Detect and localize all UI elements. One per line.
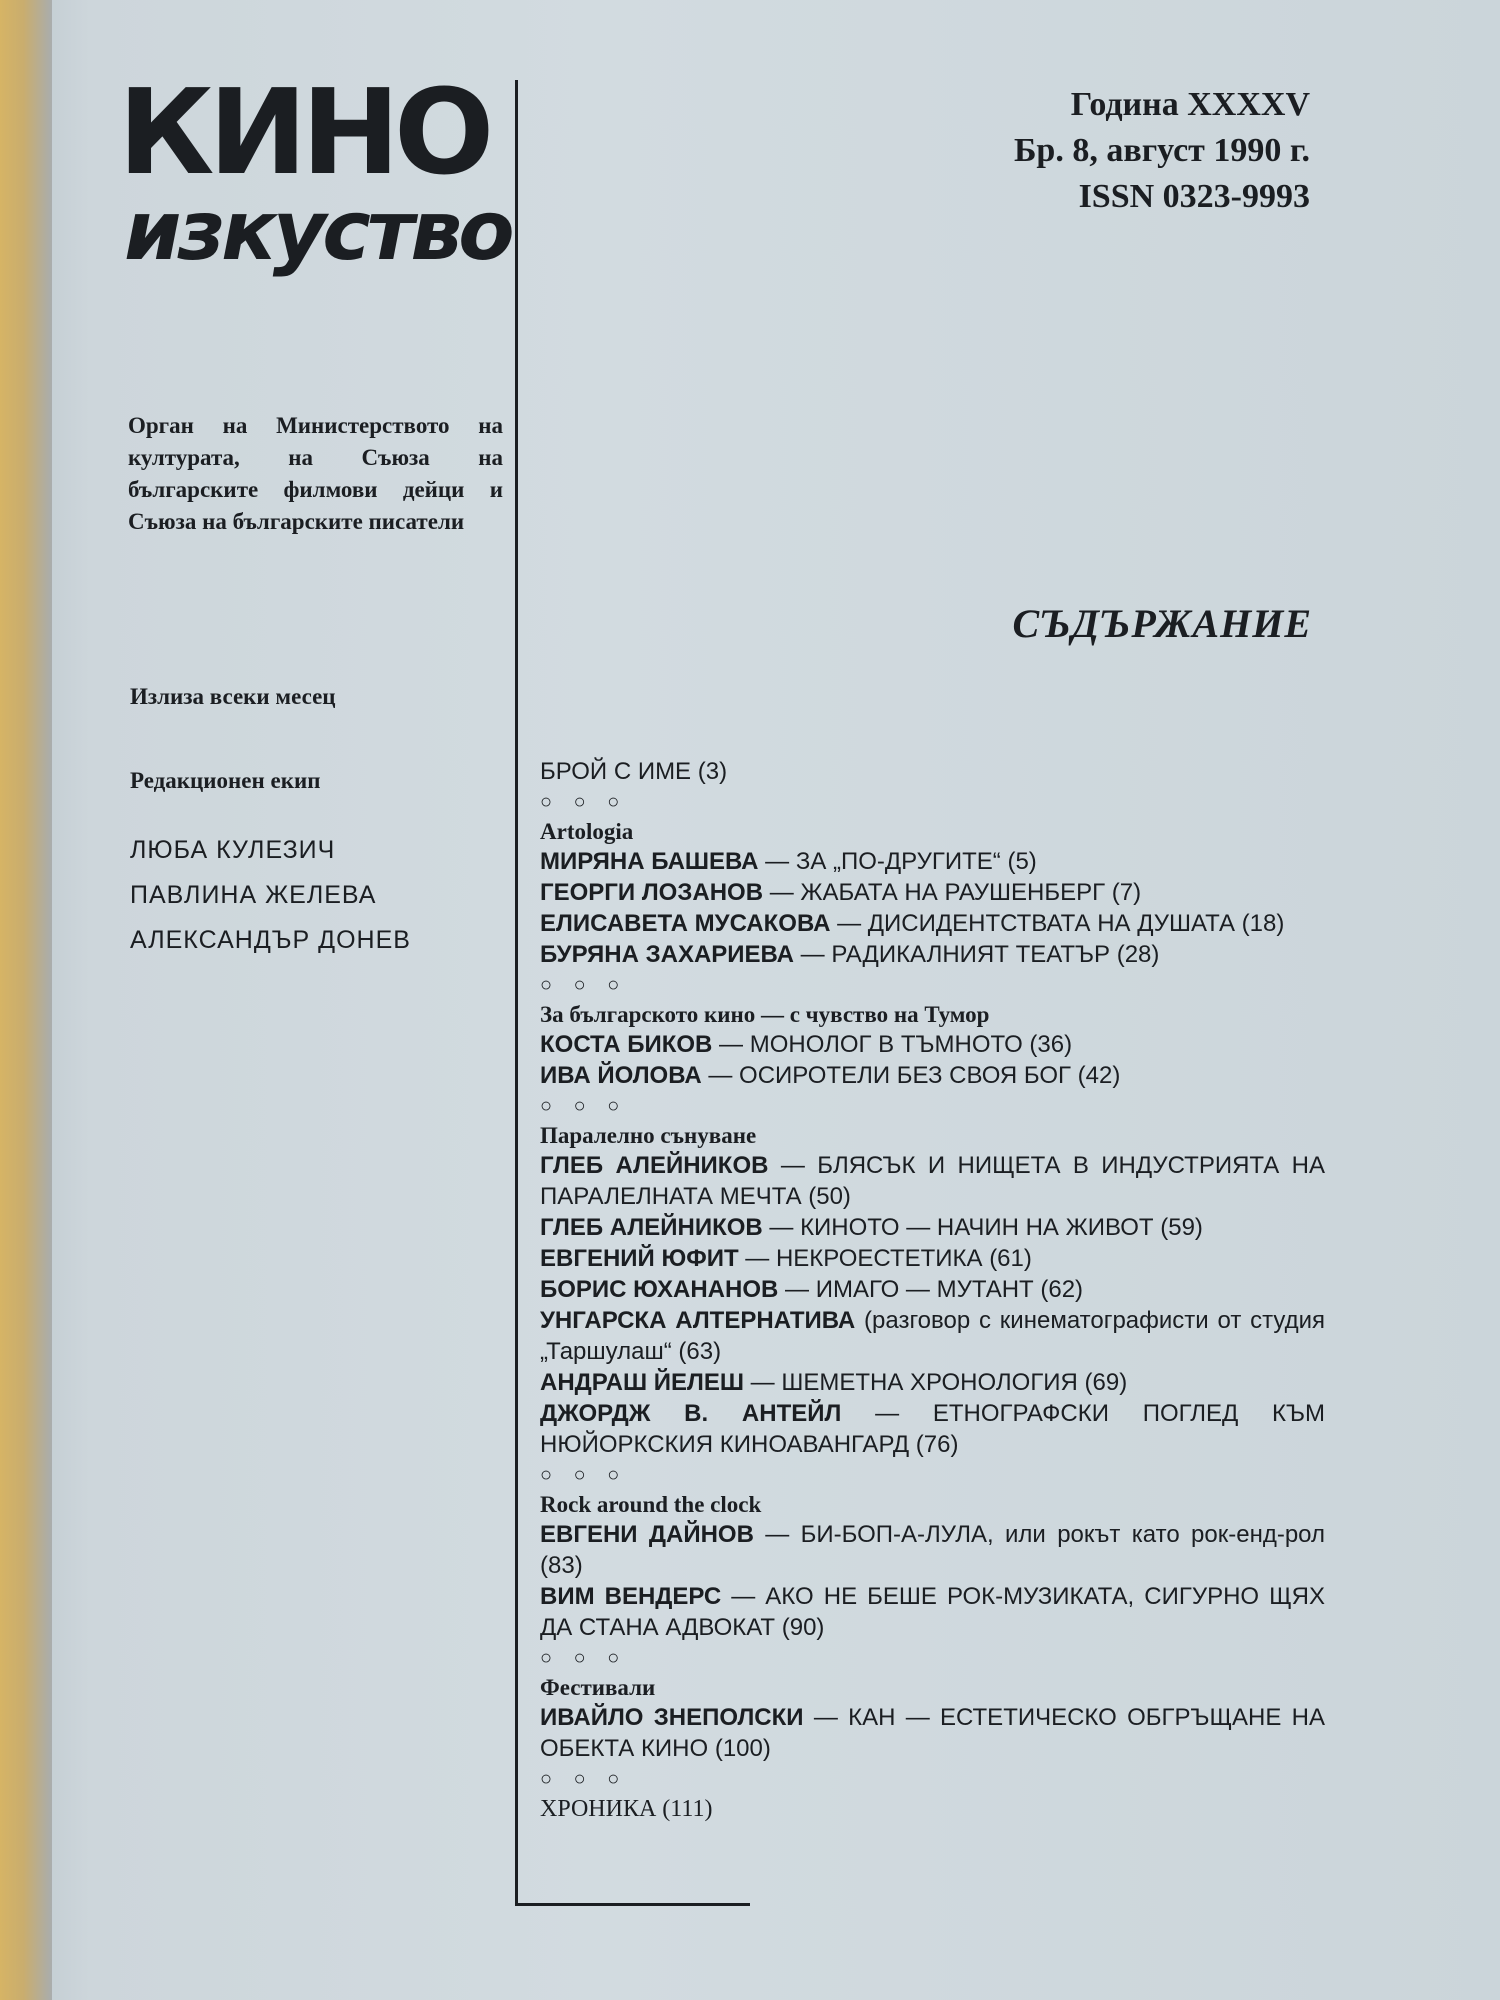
toc-entry [540, 1212, 1325, 1243]
toc-entry [540, 1243, 1325, 1274]
entry-author: ДЖОРДЖ В. АНТЕЙЛ [540, 1400, 842, 1427]
masthead-issue: Бр. 8, август 1990 г. [1013, 132, 1310, 169]
entry-title: — ИМАГО — МУТАНТ (62) [778, 1276, 1084, 1303]
section-heading: Rock around the clock [540, 1492, 762, 1517]
entry-title: — АКО НЕ БЕШЕ РОК-МУЗИКАТА, СИГУРНО ЩЯХ ДА СТАНА АДВОКАТ (90) [540, 1583, 1325, 1641]
section-separator: ○ ○ ○ [540, 791, 628, 813]
entry-title: (разговор с кинематографисти от студия „Таршулаш“ (63) [540, 1307, 1326, 1365]
section-separator: ○ ○ ○ [540, 974, 628, 996]
entry-author: КОСТА БИКОВ [540, 1031, 713, 1058]
section-heading: Паралелно сънуване [540, 1123, 757, 1148]
magazine-logo [118, 63, 511, 279]
toc-entry [540, 1702, 1325, 1764]
entry-author: ИВА ЙОЛОВА [540, 1062, 702, 1089]
table-of-contents [540, 756, 1325, 1825]
toc-entry [540, 877, 1325, 908]
section-heading: Фестивали [540, 1675, 656, 1700]
entry-title: — МОНОЛОГ В ТЪМНОТО (36) [712, 1031, 1073, 1058]
entry-author: ГЕОРГИ ЛОЗАНОВ [540, 879, 764, 906]
toc-entry [540, 1367, 1325, 1398]
entry-title: — РАДИКАЛНИЯТ ТЕАТЪР (28) [794, 941, 1160, 968]
entry-author: БУРЯНА ЗАХАРИЕВА [540, 941, 795, 968]
masthead-issn: ISSN 0323-9993 [1078, 178, 1310, 215]
entry-title: — НЕКРОЕСТЕТИКА (61) [738, 1245, 1032, 1272]
toc-entry [540, 1274, 1325, 1305]
vertical-divider [515, 80, 518, 1905]
section-separator: ○ ○ ○ [540, 1768, 628, 1790]
toc-outro: ХРОНИКА (111) [540, 1796, 713, 1822]
entry-title: — ДИСИДЕНТСТВАТА НА ДУШАТА (18) [830, 910, 1285, 937]
entry-title: — ЗА „ПО-ДРУГИТЕ“ (5) [758, 848, 1037, 875]
page-edge [0, 0, 52, 2000]
entry-title: — ЕТНОГРАФСКИ ПОГЛЕД КЪМ НЮЙОРКСКИЯ КИНОАВАНГАРД (76) [540, 1400, 1325, 1458]
entry-title: — ШЕМЕТНА ХРОНОЛОГИЯ (69) [744, 1369, 1128, 1396]
entry-title: — КАН — ЕСТЕТИЧЕСКО ОБГРЪЩАНЕ НА ОБЕКТА КИНО (100) [540, 1704, 1325, 1762]
toc-entry [540, 846, 1325, 877]
entry-author: ЕЛИСАВЕТА МУСАКОВА [540, 910, 831, 937]
entry-author: ЕВГЕНИЙ ЮФИТ [540, 1245, 739, 1272]
team-member: ЛЮБА КУЛЕЗИЧ [130, 836, 336, 864]
toc-entry [540, 1060, 1325, 1091]
toc-entry [540, 908, 1325, 939]
section-heading: Artologia [540, 819, 634, 844]
toc-entry [540, 1581, 1325, 1643]
editorial-team-list [130, 828, 411, 963]
toc-intro: БРОЙ С ИМЕ (3) [540, 758, 728, 785]
entry-author: БОРИС ЮХАНАНОВ [540, 1276, 779, 1303]
toc-entry [540, 939, 1325, 970]
masthead-year: Година XXXXV [1070, 86, 1310, 123]
entry-author: ГЛЕБ АЛЕЙНИКОВ [540, 1214, 763, 1241]
masthead [900, 82, 1310, 220]
section-separator: ○ ○ ○ [540, 1464, 628, 1486]
logo-bottom-word: изкуство [124, 184, 511, 279]
section-separator: ○ ○ ○ [540, 1095, 628, 1117]
entry-author: ГЛЕБ АЛЕЙНИКОВ [540, 1152, 769, 1179]
entry-author: ЕВГЕНИ ДАЙНОВ [540, 1521, 754, 1548]
entry-author: УНГАРСКА АЛТЕРНАТИВА [540, 1307, 856, 1334]
section-heading: За българското кино — с чувство на Тумор [540, 1002, 990, 1027]
logo-top-word: КИНО [118, 63, 489, 201]
entry-author: ВИМ ВЕНДЕРС [540, 1583, 722, 1610]
entry-author: АНДРАШ ЙЕЛЕШ [540, 1369, 744, 1396]
entry-title: — КИНОТО — НАЧИН НА ЖИВОТ (59) [762, 1214, 1203, 1241]
frequency-note: Излиза всеки месец [130, 684, 336, 709]
entry-title: — ЖАБАТА НА РАУШЕНБЕРГ (7) [763, 879, 1142, 906]
team-member: ПАВЛИНА ЖЕЛЕВА [130, 881, 377, 909]
toc-entry [540, 1398, 1325, 1460]
toc-entry [540, 1150, 1325, 1212]
section-separator: ○ ○ ○ [540, 1647, 628, 1669]
bottom-divider [515, 1903, 750, 1906]
team-member: АЛЕКСАНДЪР ДОНЕВ [130, 926, 411, 954]
publisher-statement: Орган на Министерството на културата, на Съюза на българските филмови дейци и Съюза на българските писатели [128, 413, 503, 534]
entry-author: ИВАЙЛО ЗНЕПОЛСКИ [540, 1704, 804, 1731]
editorial-team-label: Редакционен екип [130, 768, 321, 793]
entry-author: МИРЯНА БАШЕВА [540, 848, 759, 875]
toc-entry [540, 1519, 1325, 1581]
entry-title: — БЛЯСЪК И НИЩЕТА В ИНДУСТРИЯТА НА ПАРАЛЕЛНАТА МЕЧТА (50) [540, 1152, 1326, 1210]
contents-title: СЪДЪРЖАНИЕ [1012, 601, 1312, 646]
entry-title: — БИ-БОП-А-ЛУЛА, или рокът като рок-енд-рол (83) [540, 1521, 1325, 1579]
toc-entry [540, 1029, 1325, 1060]
toc-entry [540, 1305, 1325, 1367]
entry-title: — ОСИРОТЕЛИ БЕЗ СВОЯ БОГ (42) [701, 1062, 1121, 1089]
